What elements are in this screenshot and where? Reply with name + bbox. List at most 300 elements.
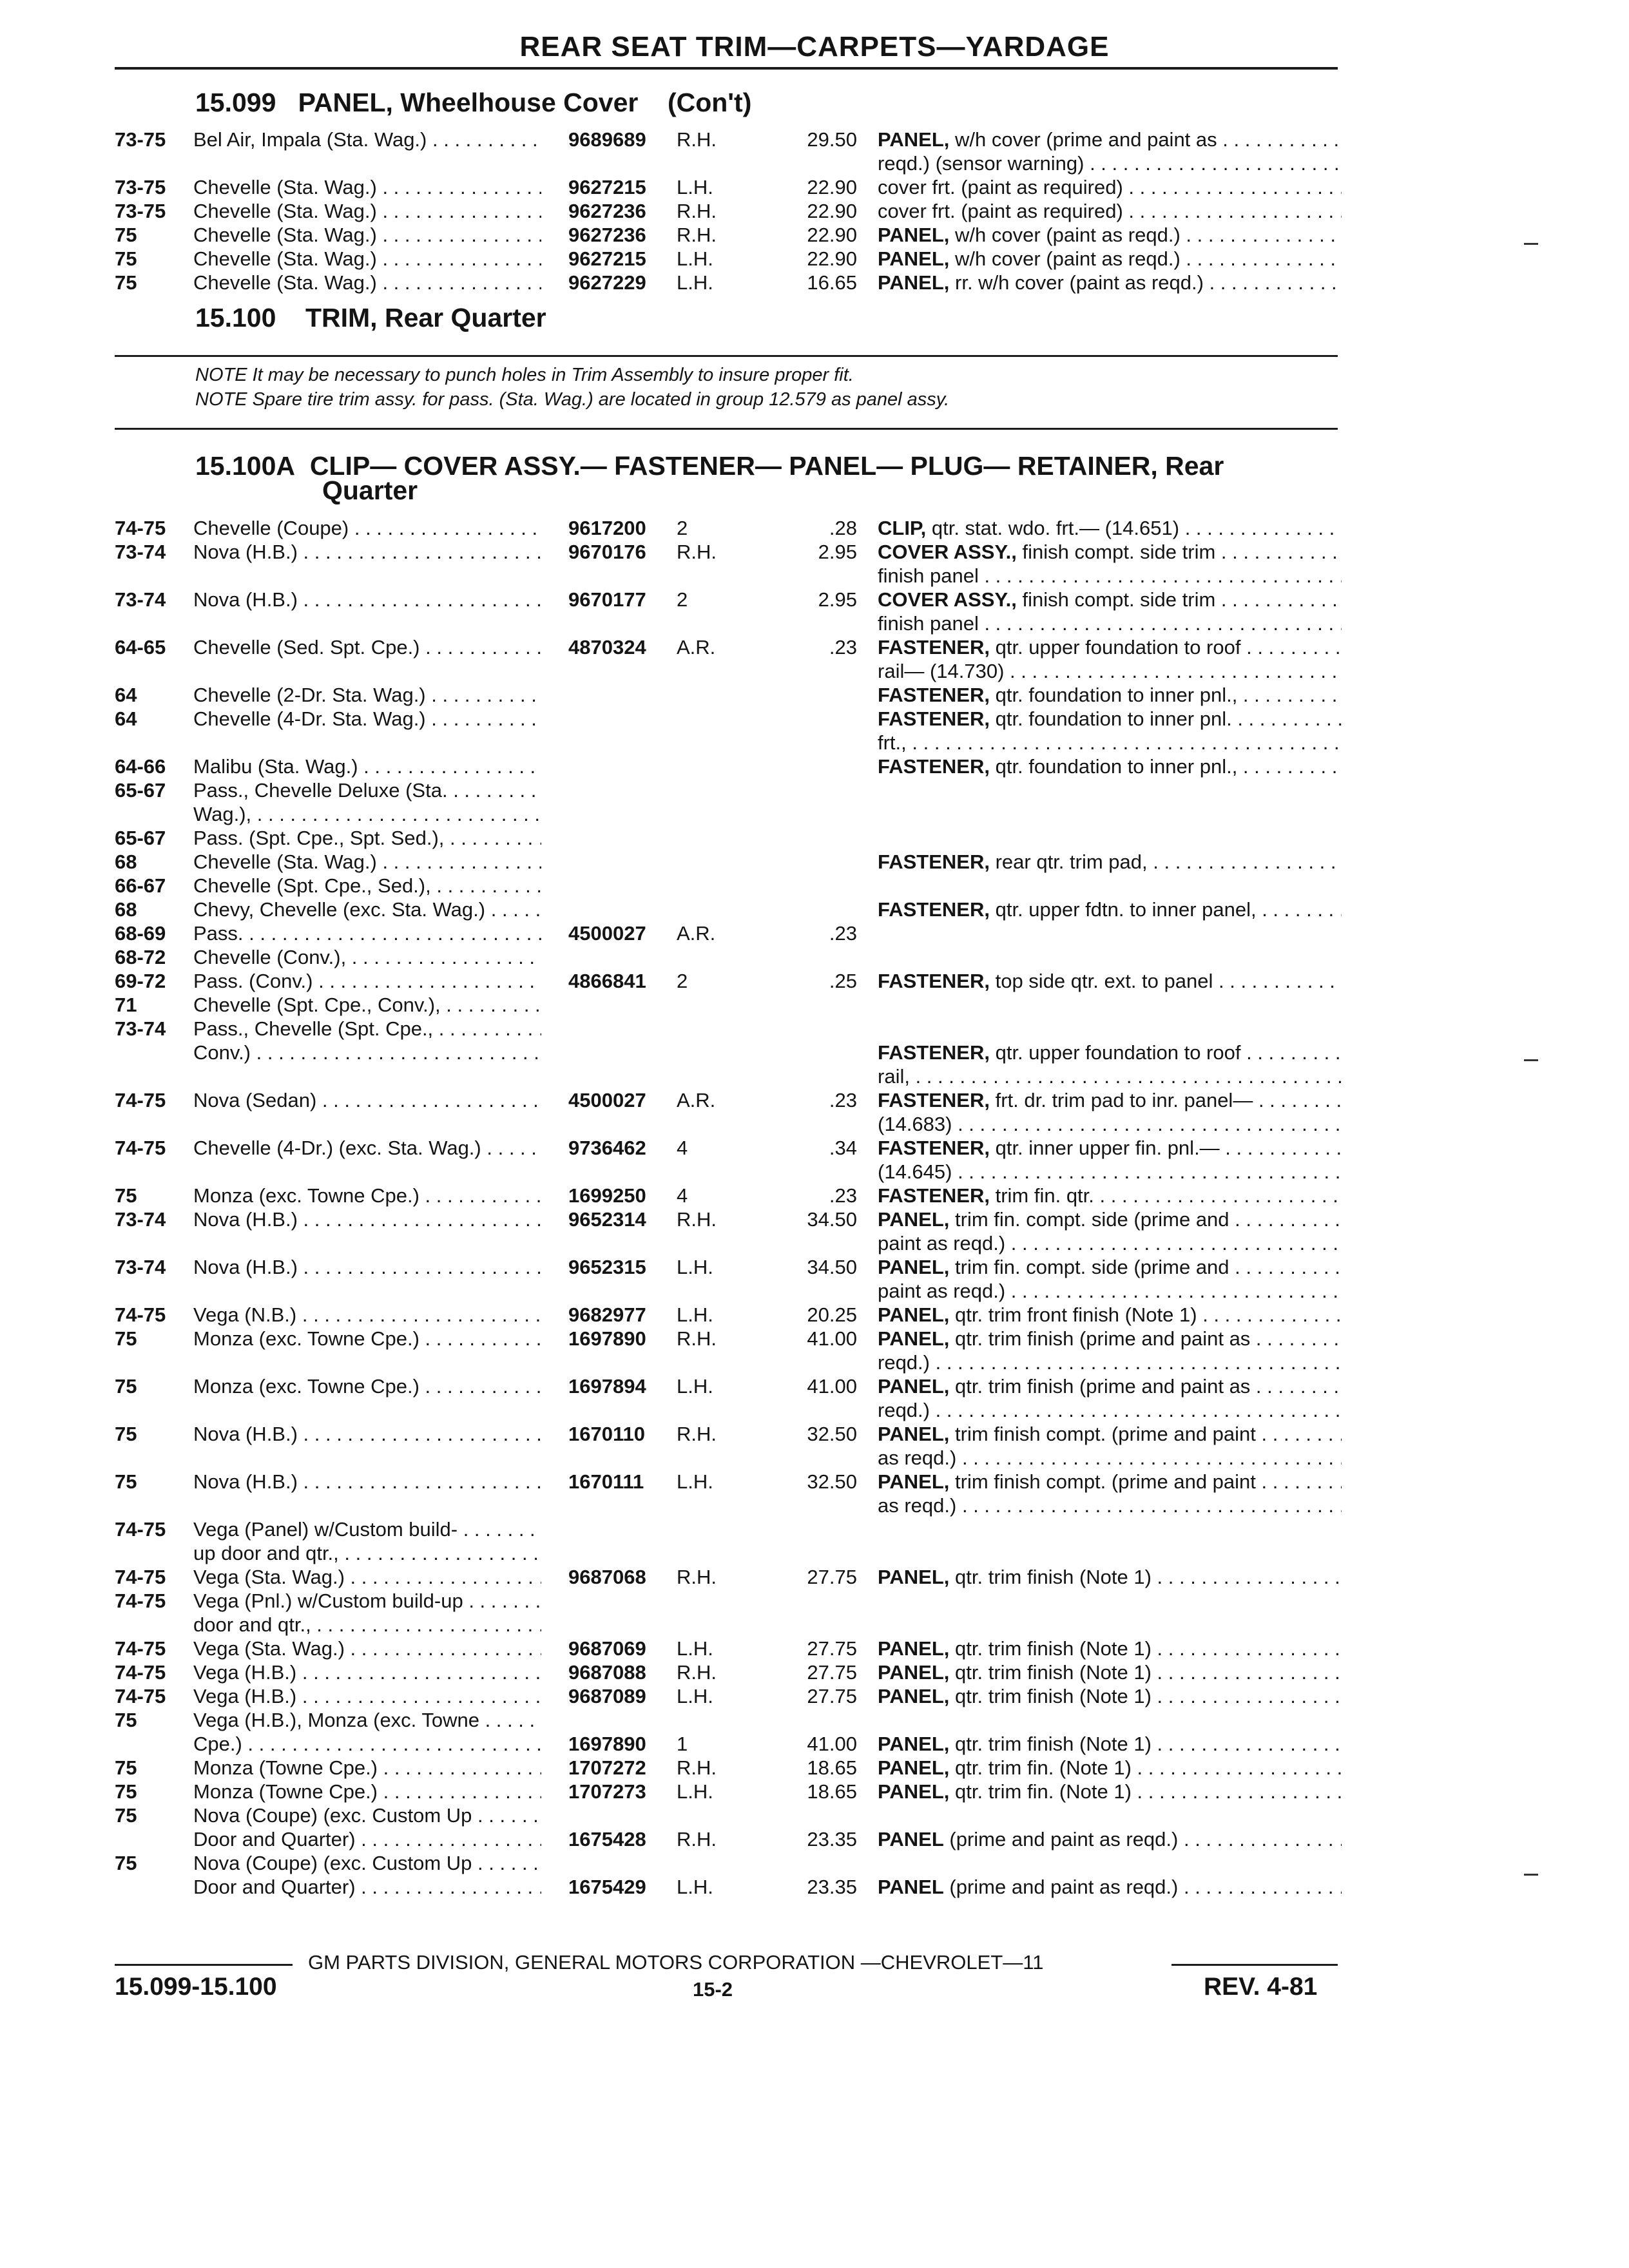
list-price: 41.00 [807,1375,857,1398]
part-number: 1675428 [568,1828,646,1850]
table-row [0,1207,1629,1231]
part-description-text: qtr. trim finish (prime and paint as [955,1327,1251,1350]
list-price: 27.75 [807,1661,857,1684]
part-description-text: (14.645) [878,1160,952,1183]
part-name: PANEL [878,1876,944,1898]
scan-edge-mark [1524,1874,1538,1876]
model-year: 75 [115,1756,137,1779]
quantity: A.R. [677,636,716,658]
vehicle-model: Chevelle (Sta. Wag.) . . . [193,850,541,874]
quantity: L.H. [677,247,713,270]
vehicle-model: Conv.) . . . [193,1041,541,1064]
table-row [0,223,1629,247]
part-description [878,1350,1342,1374]
part-number: 1670110 [568,1423,645,1445]
table-row [0,969,1629,993]
part-description-text: rr. w/h cover (paint as reqd.) [955,271,1204,294]
list-price: 18.65 [807,1780,857,1803]
quantity: L.H. [677,1780,713,1803]
part-description [878,754,1342,778]
vehicle-model: Nova (H.B.) . . . [193,1207,541,1231]
scan-edge-mark [1524,1059,1538,1061]
model-year: 75 [115,1709,137,1731]
vehicle-model: Nova (H.B.) . . . [193,540,541,564]
part-number: 9627236 [568,224,646,246]
part-description-text: paint as reqd.) [878,1280,1006,1302]
model-year: 74-75 [115,1661,166,1684]
quantity: L.H. [677,1375,713,1398]
table-row [0,1231,1629,1255]
part-number: 4870324 [568,636,646,658]
part-description [878,1064,1342,1088]
model-year: 64 [115,684,137,706]
table-row [0,1446,1629,1470]
part-name: PANEL, [878,247,950,270]
part-description-text: trim finish compt. (prime and paint [955,1423,1256,1445]
table-row [0,1112,1629,1136]
table-row [0,1088,1629,1112]
table-row [0,826,1629,850]
part-description-text: qtr. trim finish (Note 1) [955,1661,1152,1684]
part-description-text: qtr. foundation to inner pnl., . . [995,755,1260,778]
part-description [878,683,1342,707]
table-row [0,945,1629,969]
part-name: PANEL, [878,1566,950,1588]
part-number: 1697890 [568,1733,646,1755]
vehicle-model: Door and Quarter) . . . [193,1875,541,1899]
part-name: PANEL, [878,1303,950,1326]
part-description-text: rail— (14.730) [878,660,1005,682]
quantity: 2 [677,588,688,611]
table-row [0,175,1629,199]
table-row [0,778,1629,802]
table-row [0,1136,1629,1160]
model-year: 65-67 [115,827,166,849]
list-price: 41.00 [807,1327,857,1350]
table-row [0,898,1629,921]
part-name: FASTENER, [878,1089,990,1111]
model-year: 68 [115,898,137,921]
part-number: 1707272 [568,1756,646,1779]
part-number: 1670111 [568,1470,644,1493]
vehicle-model: Nova (Sedan) . . . [193,1088,541,1112]
notes-top-rule [115,355,1338,357]
part-description-text: w/h cover (paint as reqd.) [955,247,1181,270]
part-description-text: finish panel [878,612,979,635]
vehicle-model: Chevelle (Sta. Wag.) . . . [193,175,541,199]
vehicle-model: Chevelle (Sta. Wag.) . . . [193,271,541,294]
vehicle-model: Pass. (Conv.) . . . [193,969,541,993]
model-year: 64-65 [115,636,166,658]
part-name: FASTENER, [878,707,990,730]
part-description [878,1470,1342,1494]
notes-bottom-rule [115,428,1338,430]
part-description [878,175,1342,199]
vehicle-model: Nova (Coupe) (exc. Custom Up . . . [193,1803,541,1827]
part-description-text: qtr. upper foundation to roof [995,1041,1241,1064]
list-price: 27.75 [807,1566,857,1588]
section-title: TRIM, Rear Quarter [305,303,546,332]
part-description [878,1398,1342,1422]
vehicle-model: Door and Quarter) . . . [193,1827,541,1851]
section-number: 15.099 [195,88,276,117]
vehicle-model: Chevelle (Sta. Wag.) . . . [193,247,541,271]
part-description [878,1422,1342,1446]
list-price: 29.50 [807,128,857,151]
part-description-text: frt. dr. trim pad to inr. panel— [995,1089,1253,1111]
table-row [0,1780,1629,1803]
vehicle-model: Monza (Towne Cpe.) . . . [193,1780,541,1803]
table-row [0,199,1629,223]
part-description-text: qtr. trim finish (Note 1) [955,1685,1152,1707]
part-name: PANEL, [878,1661,950,1684]
part-description-text: qtr. trim front finish (Note 1) [955,1303,1197,1326]
model-year: 68 [115,850,137,873]
model-year: 74-75 [115,1685,166,1707]
part-description [878,1184,1342,1207]
quantity: L.H. [677,1470,713,1493]
list-price: 2.95 [818,541,857,563]
part-number: 9670177 [568,588,646,611]
part-name: FASTENER, [878,755,990,778]
table-row [0,635,1629,659]
vehicle-model: Chevelle (Spt. Cpe., Conv.), . . . [193,993,541,1017]
vehicle-model: Monza (exc. Towne Cpe.) . . . [193,1374,541,1398]
footer-organization: GM PARTS DIVISION, GENERAL MOTORS CORPORATION —CHEVROLET—11 [308,1951,1044,1974]
vehicle-model: Vega (Pnl.) w/Custom build-up . . . [193,1589,541,1613]
table-row [0,1470,1629,1494]
part-number: 9652315 [568,1256,646,1278]
model-year: 68-72 [115,946,166,968]
part-description-text: w/h cover (prime and paint as [955,128,1217,151]
part-number: 4500027 [568,922,646,945]
model-year: 75 [115,1852,137,1874]
vehicle-model: Nova (H.B.) . . . [193,1255,541,1279]
section-number: 15.100 [195,303,276,332]
part-name: FASTENER, [878,636,990,658]
part-name: PANEL, [878,1470,950,1493]
table-row [0,540,1629,564]
model-year: 75 [115,224,137,246]
part-name: PANEL, [878,271,950,294]
model-year: 75 [115,1327,137,1350]
note-punch-holes: NOTE It may be necessary to punch holes in Trim Assembly to insure proper fit. [195,365,854,385]
part-description [878,588,1342,611]
footer-rule-right [1171,1964,1338,1966]
part-name: PANEL, [878,1423,950,1445]
vehicle-model: Vega (H.B.), Monza (exc. Towne . . . [193,1708,541,1732]
part-description-text: w/h cover (paint as reqd.) [955,224,1181,246]
quantity: 4 [677,1184,688,1207]
part-description [878,635,1342,659]
vehicle-model: Chevelle (Sta. Wag.) . . . [193,223,541,247]
part-description [878,1041,1342,1064]
quantity: L.H. [677,1303,713,1326]
footer-section-range: 15.099-15.100 [115,1973,277,2001]
list-price: 23.35 [807,1876,857,1898]
part-description-text: qtr. trim fin. (Note 1) [955,1780,1132,1803]
part-description [878,247,1342,271]
part-number: 4500027 [568,1089,646,1111]
part-name: FASTENER, [878,1184,990,1207]
part-number: 9627229 [568,271,646,294]
part-number: 1697890 [568,1327,646,1350]
vehicle-model: Chevelle (Conv.), . . . [193,945,541,969]
model-year: 73-74 [115,1017,166,1040]
part-number: 9687089 [568,1685,646,1707]
part-description [878,1088,1342,1112]
table-row [0,1303,1629,1327]
vehicle-model: Vega (Sta. Wag.) . . . [193,1565,541,1589]
part-description [878,1255,1342,1279]
part-name: PANEL, [878,1327,950,1350]
vehicle-model: Nova (Coupe) (exc. Custom Up . . . [193,1851,541,1875]
model-year: 64-66 [115,755,166,778]
part-name: PANEL, [878,1756,950,1779]
list-price: .34 [829,1137,857,1159]
list-price: .23 [829,636,857,658]
quantity: L.H. [677,1256,713,1278]
part-description-text: qtr. trim fin. (Note 1) [955,1756,1132,1779]
list-price: 20.25 [807,1303,857,1326]
model-year: 74-75 [115,1590,166,1612]
part-name: PANEL, [878,1685,950,1707]
part-number: 1699250 [568,1184,646,1207]
model-year: 74-75 [115,517,166,539]
quantity: L.H. [677,271,713,294]
model-year: 74-75 [115,1137,166,1159]
part-description [878,1374,1342,1398]
part-description [878,707,1342,731]
model-year: 66-67 [115,874,166,897]
footer-rule-left [115,1964,293,1966]
vehicle-model: Chevelle (4-Dr.) (exc. Sta. Wag.) . . . [193,1136,541,1160]
list-price: .28 [829,517,857,539]
vehicle-model: Chevelle (4-Dr. Sta. Wag.) . . . [193,707,541,731]
part-description-text: qtr. trim finish (prime and paint as [955,1375,1251,1398]
table-row [0,1327,1629,1350]
table-row [0,247,1629,271]
part-description [878,1684,1342,1708]
model-year: 74-75 [115,1518,166,1541]
vehicle-model: Nova (H.B.) . . . [193,588,541,611]
vehicle-model: Monza (exc. Towne Cpe.) . . . [193,1184,541,1207]
list-price: 22.90 [807,200,857,222]
list-price: 22.90 [807,247,857,270]
part-description-text: qtr. stat. wdo. frt.— (14.651) [931,517,1180,539]
part-description-text: qtr. trim finish (Note 1) [955,1733,1152,1755]
part-number: 9687069 [568,1637,646,1660]
part-number: 9670176 [568,541,646,563]
table-row [0,1279,1629,1303]
table-row [0,1350,1629,1374]
quantity: L.H. [677,1637,713,1660]
part-number: 9736462 [568,1137,646,1159]
part-description [878,1136,1342,1160]
part-description-text: qtr. trim finish (Note 1) [955,1637,1152,1660]
table-row [0,874,1629,898]
part-description-text: finish compt. side trim [1022,541,1216,563]
part-description [878,564,1342,588]
section-15-099-heading [195,88,751,118]
part-description [878,1327,1342,1350]
part-name: FASTENER, [878,970,990,992]
table-row [0,1494,1629,1517]
part-description [878,1207,1342,1231]
vehicle-model: Monza (exc. Towne Cpe.) . . . [193,1327,541,1350]
part-number: 9687068 [568,1566,646,1588]
part-description [878,731,1342,754]
quantity: 2 [677,970,688,992]
part-name: PANEL, [878,1375,950,1398]
table-row [0,1684,1629,1708]
part-description [878,1875,1342,1899]
part-description [878,659,1342,683]
table-row [0,1041,1629,1064]
quantity: R.H. [677,1566,717,1588]
part-description-text: trim fin. qtr. [995,1184,1094,1207]
model-year: 73-74 [115,1208,166,1231]
part-description-text: reqd.) [878,1399,930,1421]
vehicle-model: Chevelle (Sed. Spt. Cpe.) . . . [193,635,541,659]
part-name: FASTENER, [878,1041,990,1064]
quantity: R.H. [677,1756,717,1779]
table-row [0,588,1629,611]
list-price: 27.75 [807,1685,857,1707]
model-year: 74-75 [115,1637,166,1660]
part-description [878,1446,1342,1470]
part-description [878,1637,1342,1660]
vehicle-model: Vega (Panel) w/Custom build- . . . [193,1517,541,1541]
model-year: 73-74 [115,588,166,611]
part-description-text: rail, [878,1065,910,1088]
vehicle-model: Chevelle (Spt. Cpe., Sed.), . . . [193,874,541,898]
quantity: 1 [677,1733,688,1755]
part-name: FASTENER, [878,850,990,873]
vehicle-model: Pass. . . . [193,921,541,945]
part-name: CLIP, [878,517,927,539]
part-name: FASTENER, [878,898,990,921]
section-title: CLIP— COVER ASSY.— FASTENER— PANEL— PLUG— RETAINER, Rear [309,451,1224,481]
table-row [0,1589,1629,1613]
part-description [878,1660,1342,1684]
table-row [0,611,1629,635]
table-row [0,707,1629,731]
part-name: FASTENER, [878,1137,990,1159]
part-description-text: as reqd.) [878,1446,957,1469]
vehicle-model: Chevelle (2-Dr. Sta. Wag.) . . . [193,683,541,707]
section-title: PANEL, Wheelhouse Cover [298,88,639,117]
quantity: L.H. [677,176,713,198]
list-price: .23 [829,1184,857,1207]
table-row [0,128,1629,151]
part-description-text: finish panel [878,564,979,587]
part-name: PANEL, [878,1208,950,1231]
list-price: 16.65 [807,271,857,294]
model-year: 75 [115,1375,137,1398]
list-price: 34.50 [807,1208,857,1231]
list-price: 32.50 [807,1470,857,1493]
part-description [878,1494,1342,1517]
model-year: 71 [115,994,137,1016]
quantity: R.H. [677,1661,717,1684]
model-year: 75 [115,1470,137,1493]
vehicle-model: Vega (N.B.) . . . [193,1303,541,1327]
table-row [0,1732,1629,1756]
list-price: 2.95 [818,588,857,611]
table-row [0,1613,1629,1637]
model-year: 73-74 [115,1256,166,1278]
part-description [878,540,1342,564]
vehicle-model: Vega (Sta. Wag.) . . . [193,1637,541,1660]
part-description [878,516,1342,540]
part-name: PANEL, [878,1780,950,1803]
vehicle-model: Pass. (Spt. Cpe., Spt. Sed.), . . . [193,826,541,850]
part-description-text: reqd.) [878,1351,930,1374]
part-number: 9627215 [568,176,646,198]
model-year: 74-75 [115,1089,166,1111]
model-year: 73-75 [115,176,166,198]
table-row [0,802,1629,826]
table-row [0,993,1629,1017]
list-price: 34.50 [807,1256,857,1278]
part-description-text: as reqd.) [878,1494,957,1517]
part-name: PANEL, [878,128,950,151]
part-name: PANEL, [878,1637,950,1660]
quantity: R.H. [677,200,717,222]
table-row [0,1517,1629,1541]
table-row [0,1255,1629,1279]
table-row [0,564,1629,588]
model-year: 75 [115,1423,137,1445]
scan-edge-mark [1524,243,1538,245]
quantity: R.H. [677,1423,717,1445]
part-description [878,1303,1342,1327]
part-description-text: finish compt. side trim [1022,588,1216,611]
table-row [0,1374,1629,1398]
vehicle-model: Chevelle (Sta. Wag.) . . . [193,199,541,223]
quantity: L.H. [677,1685,713,1707]
table-row [0,1637,1629,1660]
part-description-text: qtr. foundation to inner pnl., . . [995,684,1260,706]
part-description [878,1160,1342,1184]
part-number: 9682977 [568,1303,646,1326]
quantity: R.H. [677,224,717,246]
table-row [0,1017,1629,1041]
part-description-text: reqd.) (sensor warning) [878,152,1084,175]
quantity: R.H. [677,1208,717,1231]
section-continued: (Con't) [667,88,752,117]
part-description-text: qtr. upper foundation to roof [995,636,1241,658]
vehicle-model: Bel Air, Impala (Sta. Wag.) . . . [193,128,541,151]
list-price: 27.75 [807,1637,857,1660]
part-description-text: paint as reqd.) [878,1232,1006,1254]
part-number: 9617200 [568,517,646,539]
part-description-text: cover frt. (paint as required) [878,200,1123,222]
vehicle-model: Cpe.) . . . [193,1732,541,1756]
part-description-text: (prime and paint as reqd.) [949,1828,1179,1850]
part-description-text: trim finish compt. (prime and paint [955,1470,1256,1493]
table-row [0,921,1629,945]
part-number: 1675429 [568,1876,646,1898]
list-price: 23.35 [807,1828,857,1850]
table-row [0,1184,1629,1207]
part-description [878,1565,1342,1589]
footer-revision: REV. 4-81 [1204,1973,1318,2001]
table-row [0,1708,1629,1732]
part-description-text: rear qtr. trim pad, [995,850,1148,873]
quantity: 2 [677,517,688,539]
